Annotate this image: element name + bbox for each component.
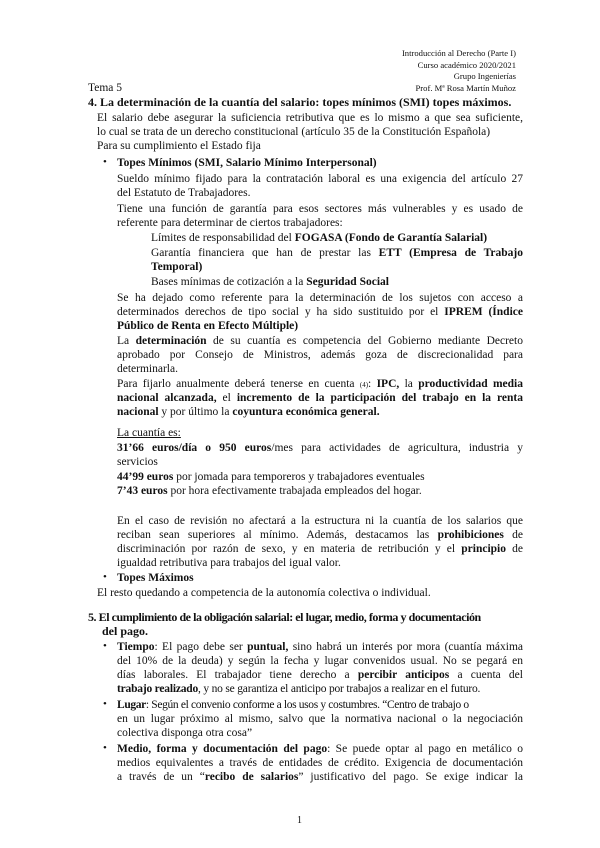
para-line: Para su cumplimiento el Estado fija xyxy=(97,140,261,152)
para-line: igualdad retributiva para trabajos del igual valor. xyxy=(117,557,341,569)
list-item-cont: Temporal) xyxy=(151,261,203,273)
para-line: Para fijarlo anualmente deberá tenerse en cuenta (4): IPC, la productividad media xyxy=(117,378,523,390)
para-line: discriminación por razón de sexo, y en materia de retribución y el principio de xyxy=(117,543,523,555)
para-line: El salario debe asegurar la suficiencia retributiva que es lo mismo a que sea suficiente, xyxy=(97,112,523,124)
para-line: Se ha dejado como referente para la determinación de los sujetos con acceso a xyxy=(117,292,523,304)
list-item: Garantía financiera que han de prestar las ETT (Empresa de Trabajo xyxy=(151,247,523,259)
course-title: Introducción al Derecho (Parte I) xyxy=(401,48,516,58)
para-line: a través de un “recibo de salarios” justificativo del pago. Se exige indicar la xyxy=(117,771,523,783)
para-line: reciban sean superiores al mínimo. Además, destacamos las prohibiciones de xyxy=(117,529,523,541)
para-line: días laborales. El trabajador tiene derecho a percibir anticipos a cuenta del xyxy=(117,669,523,681)
topes-minimos-title: Topes Mínimos (SMI, Salario Mínimo Interpersonal) xyxy=(117,157,377,169)
bullet-icon: • xyxy=(103,156,107,168)
para-line: trabajo realizado, y no se garantiza el anticipo por trabajos a realizar en el futuro. xyxy=(117,683,481,695)
list-item: Bases mínimas de cotización a la Seguridad Social xyxy=(151,276,389,288)
para-line: medios equivalentes a través de entidades de crédito. Exigencia de documentación xyxy=(117,757,523,769)
para-line: Público de Renta en Efecto Múltiple) xyxy=(117,320,299,332)
professor: Prof. Mª Rosa Martín Muñoz xyxy=(415,82,516,93)
para-line: del Estatuto de Trabajadores. xyxy=(117,187,251,199)
para-line: El resto quedando a competencia de la autonomía colectiva o individual. xyxy=(97,587,431,599)
para-line: servicios xyxy=(117,456,158,468)
para-line: La determinación de su cuantía es competencia del Gobierno mediante Decreto xyxy=(117,335,523,347)
para-line: Tiempo: El pago debe ser puntual, sino habrá un interés por mora (cuantía máxima xyxy=(117,641,523,653)
para-line: determinados derechos de tipo social y ha sido sustituido por el IPREM (Índice xyxy=(117,306,523,318)
bullet-icon: • xyxy=(103,742,107,754)
para-line: En el caso de revisión no afectará a la estructura ni la cuantía de los salarios que xyxy=(117,515,523,527)
para-line: aprobado por Consejo de Ministros, además goza de discrecionalidad para xyxy=(117,349,523,361)
bullet-icon: • xyxy=(103,640,107,652)
cuantia-title: La cuantía es: xyxy=(117,427,181,439)
tema-label: Tema 5 xyxy=(88,82,123,94)
page-number: 1 xyxy=(297,815,302,826)
para-line: nacional y por último la coyuntura económica general. xyxy=(117,406,380,418)
para-line: del 10% de la deuda) y según la fecha y lugar convenidos usual. No se pegará en xyxy=(117,655,523,667)
para-line: nacional alcanzada, el incremento de la participación del trabajo en la renta xyxy=(117,392,523,404)
section-5-title-cont: del pago. xyxy=(102,624,149,638)
section-4-title: 4. La determinación de la cuantía del salario: topes mínimos (SMI) topes máximos. xyxy=(88,95,512,109)
bullet-icon: • xyxy=(103,698,107,710)
para-line: Medio, forma y documentación del pago: Se puede optar al pago en metálico o xyxy=(117,743,523,755)
para-line: Tiene una función de garantía para esos sectores más vulnerables y es usado de xyxy=(117,203,523,215)
para-line: 7’43 euros por hora efectivamente trabajada empleados del hogar. xyxy=(117,485,422,497)
list-item: Límites de responsabilidad del FOGASA (Fondo de Garantía Salarial) xyxy=(151,232,488,244)
para-line: Sueldo mínimo fijado para la contratación laboral es una exigencia del artículo 27 xyxy=(117,173,523,185)
para-line: determinarla. xyxy=(117,363,178,375)
group: Grupo Ingenierías xyxy=(453,71,516,81)
section-5-title: 5. El cumplimiento de la obligación salarial: el lugar, medio, forma y documentación xyxy=(88,610,481,624)
para-line: 31’66 euros/día o 950 euros/mes para actividades de agricultura, industria y xyxy=(117,442,524,454)
para-line: Lugar: Según el convenio conforme a los usos y costumbres. “Centro de trabajo o xyxy=(117,699,469,711)
para-line: colectiva disponga otra cosa” xyxy=(117,727,253,739)
academic-year: Curso académico 2020/2021 xyxy=(417,59,516,70)
document-header xyxy=(402,48,516,94)
para-line: en un lugar próximo al mismo, salvo que la normativa nacional o la negociación xyxy=(117,713,523,725)
para-line: referente para determinar de ciertos trabajadores: xyxy=(117,217,343,229)
para-line: lo cual se trata de un derecho constitucional (artículo 35 de la Constitución Española) xyxy=(97,126,491,138)
bullet-icon: • xyxy=(103,571,107,583)
para-line: 44’99 euros por jomada para temporeros y trabajadores eventuales xyxy=(117,471,425,483)
topes-maximos-title: Topes Máximos xyxy=(117,572,194,584)
